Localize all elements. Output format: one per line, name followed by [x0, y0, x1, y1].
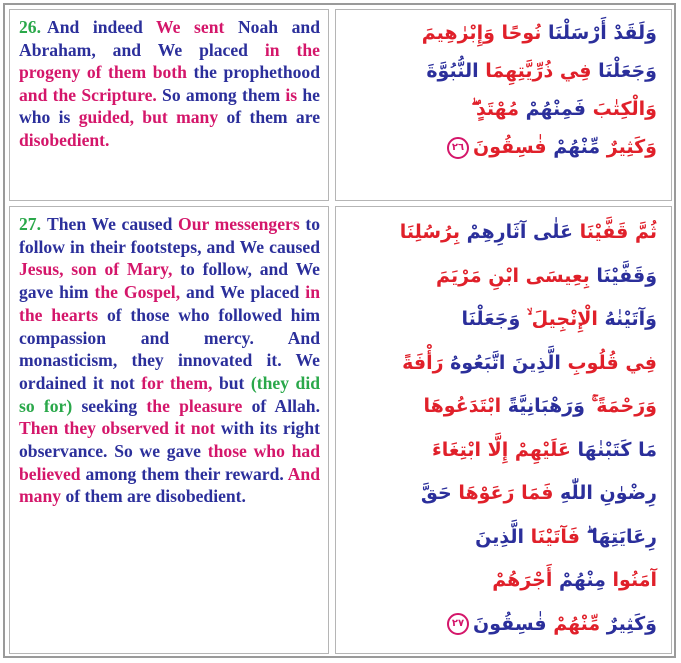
arabic-segment: عَلٰى آثَارِهِمْ [459, 221, 573, 243]
arabic-segment: بِعِيسَى ابْنِ مَرْيَمَ [436, 264, 590, 287]
translation-segment: guided, but many [70, 107, 219, 128]
translation-segment: and We placed [180, 282, 300, 303]
arabic-segment: بِرُسُلِنَا [399, 221, 460, 243]
arabic-line [346, 472, 657, 516]
arabic-line [346, 516, 657, 560]
arabic-segment: رَأْفَةً [402, 351, 444, 374]
verse-26-arabic [335, 9, 672, 201]
translation-segment: is [280, 84, 298, 105]
translation-segment: So among them [156, 84, 281, 105]
arabic-segment: عَلَيْهِمْ [508, 438, 571, 461]
translation-segment: Jesus, son of Mary, [19, 259, 173, 280]
arabic-line [346, 14, 657, 52]
arabic-segment: وَكَثِيرٌ [600, 136, 657, 158]
verse-26-translation [9, 9, 329, 201]
translation-segment: to follow in their footsteps, and We caused [19, 214, 320, 257]
arabic-segment: حَقَّ [420, 482, 452, 504]
translation-segment: We ordained it not [19, 350, 320, 393]
arabic-segment: نُوحًا وَإِبْرٰهِيمَ [421, 22, 542, 44]
arabic-segment: وَجَعَلْنَا [591, 60, 657, 82]
arabic-line [346, 90, 657, 128]
translation-segment: And many [19, 463, 320, 507]
arabic-segment: آمَنُوا [605, 569, 657, 591]
translation-segment: he who is [19, 84, 320, 128]
arabic-segment: فَمَا رَعَوْهَا [451, 482, 554, 504]
translation-segment: of them are [218, 107, 321, 128]
verse-number: 27. [19, 214, 41, 234]
arabic-segment: ابْتَدَعُوهَا [423, 395, 502, 417]
arabic-segment: وَرَهْبَانِيَّةً [501, 395, 585, 417]
arabic-segment: فِي ذُرِّيَّتِهِمَا [478, 60, 592, 82]
translation-segment: with its right observance. So we gave [19, 418, 320, 462]
verse-27-translation [9, 206, 329, 654]
arabic-line [346, 429, 657, 473]
translation-segment: the prophethood [186, 62, 320, 83]
arabic-line [346, 559, 657, 603]
translation-segment: Then We caused [47, 214, 173, 234]
translation-segment: and the Scripture. [19, 84, 157, 105]
arabic-segment: وَرَحْمَةً ۚ [584, 395, 657, 417]
ayah-end-marker-icon: ٢٦ [447, 137, 469, 159]
arabic-segment: مِّنْهُمْ [546, 136, 601, 158]
arabic-segment: مِنْهُمْ [552, 569, 606, 591]
arabic-line [346, 342, 657, 386]
arabic-segment: أَجْرَهُمْ [492, 569, 553, 591]
arabic-segment: وَآتَيْنٰهُ [597, 308, 657, 330]
translation-segment: of those who followed him compassion and mercy. [19, 304, 320, 348]
translation-segment: And indeed [47, 17, 143, 37]
arabic-segment: رِضْوٰنِ اللّٰهِ [553, 482, 657, 504]
translation-segment: disobedient. [19, 129, 110, 150]
arabic-segment: فَمِنْهُمْ [519, 98, 586, 120]
arabic-line [346, 385, 657, 429]
arabic-segment: فَآتَيْنَا [524, 525, 581, 548]
translation-segment: those who had believed [19, 441, 321, 484]
translation-segment: in the progeny of them both [19, 39, 320, 83]
arabic-segment: فِي قُلُوبِ [560, 351, 657, 374]
verse-number: 26. [19, 17, 41, 37]
arabic-segment: وَجَعَلْنَا [461, 308, 521, 330]
arabic-line [346, 128, 657, 166]
translation-segment: (they did so for) [19, 372, 321, 416]
translation-segment: the Gospel, [88, 282, 181, 303]
arabic-segment: وَالْكِتٰبَ [586, 98, 657, 120]
arabic-segment: وَقَفَّيْنَا [589, 264, 657, 287]
arabic-segment: مُهْتَدٍ ۖ [471, 98, 519, 120]
arabic-line [346, 52, 657, 90]
translation-segment: We sent [142, 17, 225, 37]
translation-segment: seeking [72, 395, 138, 416]
translation-segment: but [212, 372, 245, 393]
translation-segment: to follow, and We gave him [19, 259, 320, 303]
translation-segment: in the hearts [19, 282, 320, 325]
verse-27-arabic [335, 206, 672, 654]
translation-segment: of them [61, 486, 123, 507]
arabic-segment: الْإِنْجِيلَ ۙ [520, 308, 598, 330]
arabic-segment: فٰسِقُونَ [473, 136, 547, 158]
translation-segment: And monasticism, they innovated it. [19, 327, 320, 371]
arabic-segment: مِّنْهُمْ [546, 612, 601, 635]
translation-segment: Then they observed it not [19, 418, 216, 439]
translation-segment: Our messengers [172, 214, 300, 234]
arabic-segment: ثُمَّ قَفَّيْنَا [572, 221, 657, 243]
arabic-line [346, 255, 657, 299]
arabic-line [346, 211, 657, 255]
ayah-end-marker-icon: ٢٧ [447, 613, 469, 635]
translation-segment: of Allah. [242, 395, 320, 416]
arabic-segment: إِلَّا ابْتِغَاءَ [432, 438, 509, 461]
translation-segment: Noah and Abraham, and We placed [19, 17, 320, 60]
arabic-segment: النُّبُوَّةَ [426, 60, 479, 82]
translation-segment: are disobedient. [122, 486, 246, 507]
translation-segment: the pleasure [137, 395, 243, 416]
arabic-segment: وَكَثِيرٌ [600, 612, 657, 635]
arabic-segment: وَلَقَدْ أَرْسَلْنَا [541, 22, 657, 44]
translation-segment: for them, [134, 372, 213, 393]
arabic-line [346, 603, 657, 647]
arabic-line [346, 298, 657, 342]
arabic-segment: مَا كَتَبْنٰهَا [570, 438, 657, 461]
verse-table [3, 3, 676, 658]
arabic-segment: رِعَايَتِهَا ۖ [580, 525, 657, 548]
arabic-segment: الَّذِينَ [475, 525, 525, 548]
arabic-segment: الَّذِينَ اتَّبَعُوهُ [443, 351, 561, 374]
translation-segment: among them their reward. [80, 463, 284, 484]
arabic-segment: فٰسِقُونَ [473, 612, 547, 635]
